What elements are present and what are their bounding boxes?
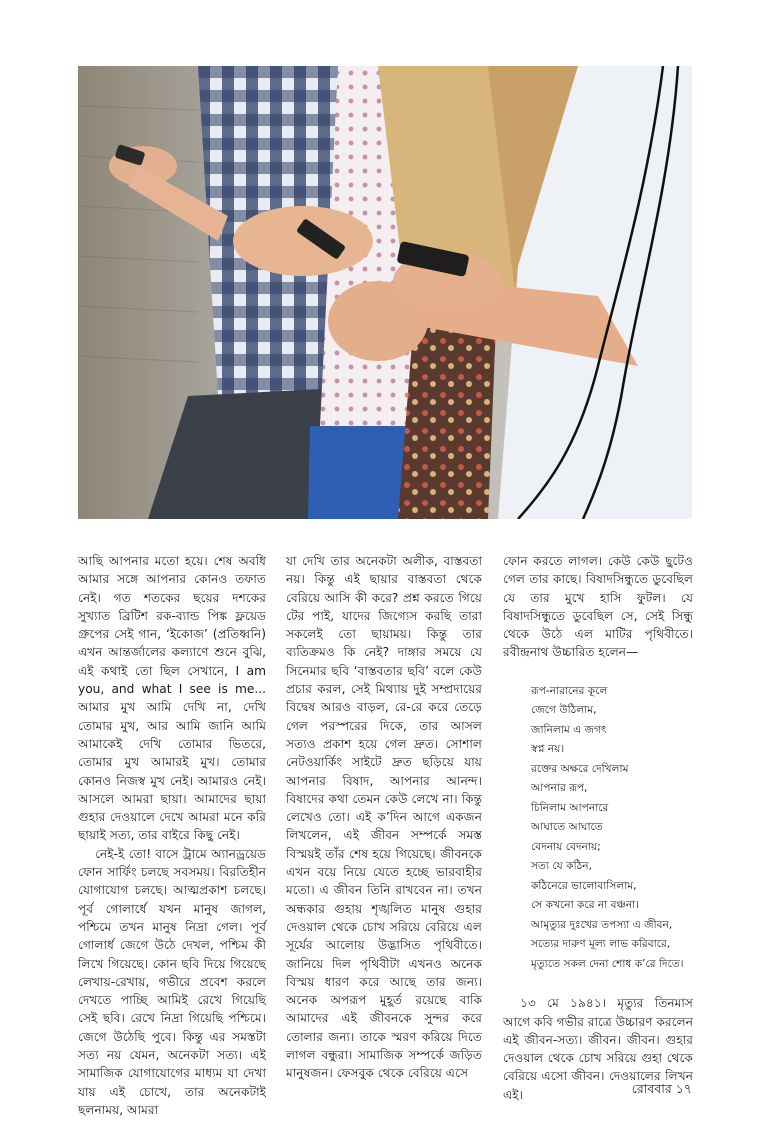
poem-line: আপনার রূপ, bbox=[531, 782, 588, 795]
paragraph: আছি আপনার মতো হয়ে। শেষ অবধি আমার সঙ্গে আপনার কোনও তফাত নেই। গত শতকের ছয়ের দশকের সুখ্যাত ব্রিটিশ রক-ব্যান্ড পিঙ্ক ফ্লয়েড গ্রুপের সেই গান, ‘ইকোজ’ (প্রতিধ্বনি) এখন আন্তর্জালের কল্যাণে শুনে বুঝি, এই কথাই তো ছিল সেখানে, I am you, and what I see is me... আমার মুখ আমি দেখি না, দেখি তোমার মুখ, আর আমি জানি আমি আমাকেই দেখি তোমার ভিতরে, তোমার মুখ আমারই মুখ। তোমার কোনও নিজস্ব মুখ নেই। আমারও নেই। আসলে আমরা ছায়া। আমাদের ছায়া গুহার দেওয়ালে দেখে আমরা মনে করি ছায়াই সত্য, তার বাইরে কিছু নেই। bbox=[78, 554, 266, 843]
page-footer: রোববার ১৭ bbox=[631, 1081, 692, 1096]
poem-line: জেগে উঠিলাম, bbox=[531, 704, 597, 717]
poem-line: সে কখনো করে না বঞ্চনা। bbox=[531, 899, 640, 912]
paragraph: ১৩ মে ১৯৪১। মৃত্যুর তিনমাস আগে কবি গভীর রাত্রে উচ্চারণ করলেন এই জীবন-সত্য। জীবন। জীবন। গুহার দেওয়াল থেকে চোখ সরিয়ে গুহা থেকে বেরিয়ে এসো জীবন। দেওয়ালের লিখন এই। bbox=[503, 996, 693, 1102]
teens-with-phones-photo bbox=[78, 66, 692, 519]
paragraph: যা দেখি তার অনেকটা অলীক, বাস্তবতা নয়। কিন্তু এই ছায়ার বাস্তবতা থেকে বেরিয়ে আসি কী করে? প্রশ্ন করতে গিয়ে টের পাই, যাদের জিগ্যেস করছি তারা সকলেই তো ছায়াময়। কিন্তু তার ব্যতিক্রমও কি নেই? দাঙ্গার সময়ে যে সিনেমার ছবি ‘বাস্তবতার ছবি’ বলে কেউ প্রচার করল, সেই মিথ্যায় দুই সম্প্রদায়ের বিদ্বেষ আরও বাড়ল, রে-রে করে তেড়ে গেল পরস্পরের দিকে, তার আসল সত্যও প্রকাশ হয়ে গেল দ্রুত। সোশাল নেটওয়ার্কিং সাইটে দ্রুত ছড়িয়ে যায় আপনার বিষাদ, আপনার আনন্দ। বিষাদের কথা তেমন কেউ লেখে না। কিন্তু লেখেও তো। এই ক’দিন আগে একজন লিখলেন, এই জীবন সম্পর্কে সমস্ত বিস্ময়ই তাঁর শেষ হয়ে গিয়েছে। জীবনকে এখন বয়ে নিয়ে যেতে হচ্ছে ভারবাহীর মতো। এ জীবন তিনি রাখবেন না। তখন অন্ধকার গুহায় শৃঙ্খলিত মানুষ গুহার দেওয়াল থেকে চোখ সরিয়ে বেরিয়ে এল সূর্যের আলোয় উদ্ভাসিত পৃথিবীতে। জানিয়ে দিল পৃথিবীটা এখনও অনেক বিস্ময় ধারণ করে আছে তার জন্য। অনেক অপরূপ মুহূর্ত রয়েছে বাকি আমাদের এই জীবনকে সুন্দর করে তোলার জন্য। তাকে স্মরণ করিয়ে দিতে লাগল বন্ধুরা। সামাজিক সম্পর্কে জড়িত মানুষজন। ফেসবুক থেকে বেরিয়ে এসে bbox=[286, 554, 482, 1081]
poem-line: সত্য যে কঠিন, bbox=[531, 860, 592, 873]
text-column-2 bbox=[286, 552, 482, 1083]
paragraph: নেই-ই তো! বাসে ট্রামে অ্যানড্রয়েড ফোন সার্ফিং চলছে সবসময়। বিরতিহীন যোগাযোগ চলছে। আত্মপ্রকাশ চলছে। পূর্ব গোলার্ধে যখন মানুষ জাগল, পশ্চিমে তখন মানুষ নিদ্রা গেল। পূর্ব গোলার্ধ জেগে উঠে দেখল, পশ্চিম কী লিখে গিয়েছে। কোন ছবি দিয়ে গিয়েছে লেখায়-রেখায়, গভীরে প্রবেশ করলে দেখতে পাচ্ছি আমিই রেখে গিয়েছি সেই ছবি। রেখে নিদ্রা গিয়েছি পশ্চিমে। জেগে উঠেছি পুবে। কিন্তু এর সমস্তটা সত্য নয় যেমন, অনেকটা সত্য। এই সামাজিক যোগাযোগের মাধ্যম যা দেখা যায় এই চোখে, তার অনেকটাই ছলনাময়, আমরা bbox=[78, 846, 266, 1117]
text-column-3 bbox=[503, 552, 693, 1104]
paragraph: ফোন করতে লাগল। কেউ কেউ ছুটেও গেল তার কাছে। বিষাদসিন্ধুতে ডুবেছিল যে তার মুখে হাসি ফুটল। যে বিষাদসিন্ধুতে ডুবেছিল সে, সেই সিন্ধু থেকে উঠে এল মাটির পৃথিবীতে। রবীন্দ্রনাথ উচ্চারিত হলেন— bbox=[503, 554, 693, 660]
poem bbox=[531, 682, 693, 975]
poem-line: আমৃত্যুর দুঃখের তপস্যা এ জীবন, bbox=[531, 918, 673, 931]
text-column-1 bbox=[78, 552, 266, 1119]
poem-line: বেদনায় বেদনায়; bbox=[531, 840, 601, 853]
poem-line: চিনিলাম আপনারে bbox=[531, 801, 609, 814]
poem-line: স্বপ্ন নয়। bbox=[531, 743, 565, 756]
poem-line: রূপ-নারানের কূলে bbox=[531, 684, 608, 697]
poem-line: আঘাতে আঘাতে bbox=[531, 821, 603, 834]
poem-line: সত্যের দারুণ মূল্য লাভ করিবারে, bbox=[531, 938, 671, 951]
poem-line: জানিলাম এ জগৎ bbox=[531, 723, 607, 736]
poem-line: মৃত্যুতে সকল দেনা শোধ ক’রে দিতে। bbox=[531, 957, 684, 970]
poem-line: কঠিনেরে ভালোবাসিলাম, bbox=[531, 879, 637, 892]
poem-line: রক্তের অক্ষরে দেখিলাম bbox=[531, 762, 629, 775]
